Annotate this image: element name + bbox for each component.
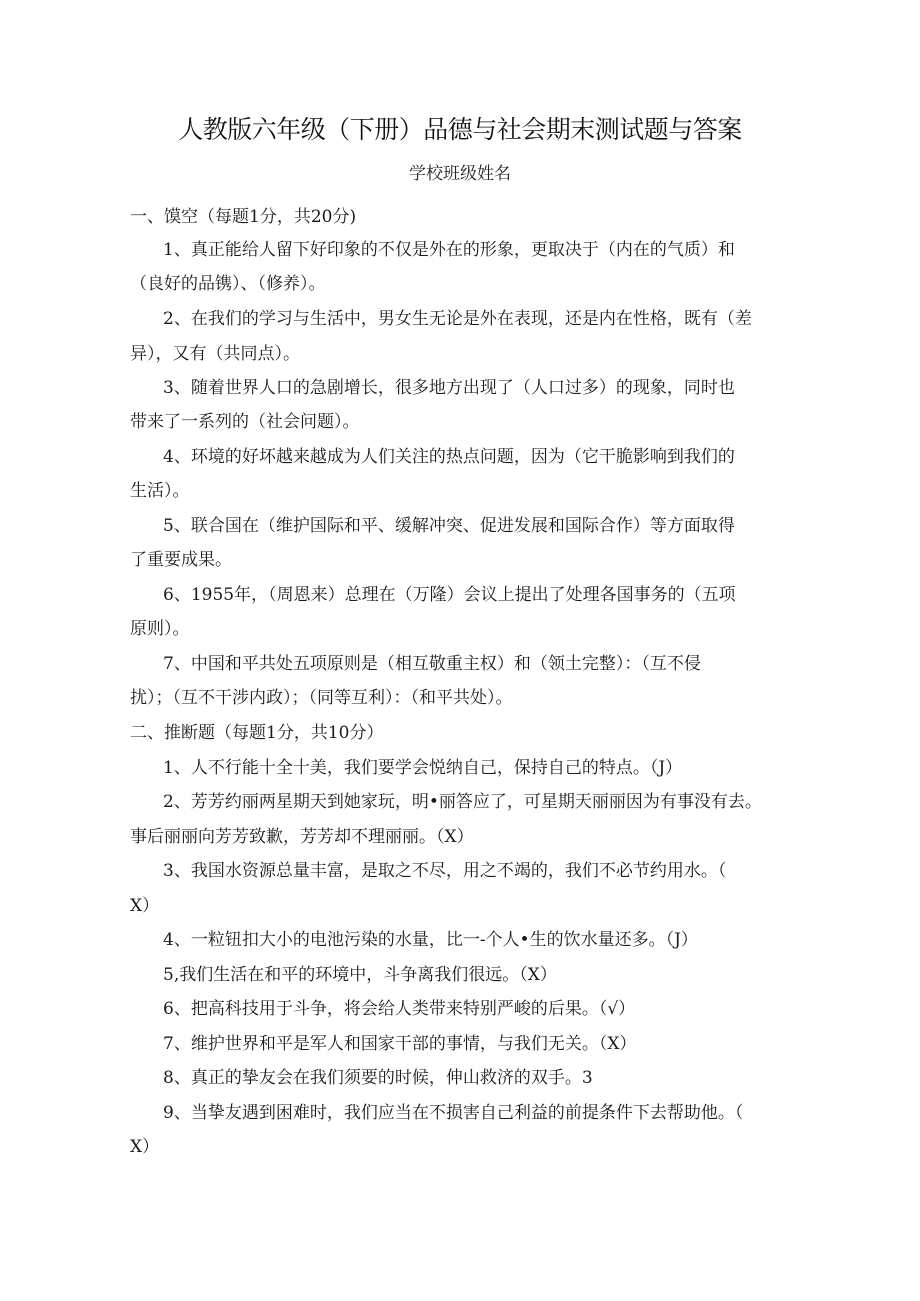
- question-line: 6、1955年，（周恩来）总理在（万隆）会议上提出了处理各国事务的（五项: [163, 585, 736, 605]
- question-line: 4、一粒钮扣大小的电池污染的水量，比一-个人•生的饮水量还多。（J）: [163, 930, 698, 950]
- question-line: 1、真正能给人留下好印象的不仅是外在的形象，更取决于（内在的气质）和: [163, 240, 735, 260]
- question-line: （良好的品镌）、（修养）。: [130, 274, 326, 294]
- question-line: 7、维护世界和平是军人和国家干部的事情，与我们无关。（X）: [163, 1034, 637, 1054]
- document-title: 人教版六年级（下册）品德与社会期末测试题与答案: [178, 115, 742, 144]
- question-line: 原则）。: [130, 619, 190, 639]
- question-line: X）: [130, 896, 160, 916]
- question-line: 2、芳芳约丽两星期天到她家玩，明•丽答应了，可星期天丽丽因为有事没有去。: [163, 792, 762, 812]
- question-line: 异），又有（共同点）。: [130, 344, 300, 364]
- question-line: 5,我们生活在和平的环境中，斗争离我们很远。（X）: [163, 965, 557, 985]
- question-line: 扰）；（互不干涉内政）；（同等互利）：（和平共处）。: [130, 688, 513, 708]
- question-line: 带来了一系列的（社会问题）。: [130, 412, 360, 432]
- section-heading-fill-blank: 一、馍空（每题1分，共20分): [130, 207, 357, 227]
- question-line: 1、人不行能十全十美，我们要学会悦纳自己，保持自己的特点。（J）: [163, 758, 683, 778]
- question-line: 9、当挚友遇到困难时，我们应当在不损害自己利益的前提条件下去帮助他。（: [163, 1103, 744, 1123]
- question-line: 3、随着世界人口的急剧增长，很多地方出现了（人口过多）的现象，同时也: [163, 378, 735, 398]
- question-line: 8、真正的挚友会在我们须要的时候，伸山救济的双手。3: [163, 1068, 593, 1088]
- question-line: 7、中国和平共处五项原则是（相互敬重主权）和（领土完整）：（互不侵: [163, 654, 701, 674]
- document-subtitle: 学校班级姓名: [409, 164, 511, 184]
- question-line: 4、环境的好坏越来越成为人们关注的热点问题，因为（它干脆影响到我们的: [163, 447, 735, 467]
- question-line: 事后丽丽向芳芳致歉，芳芳却不理丽丽。（X）: [130, 827, 474, 847]
- question-line: 6、把高科技用于斗争，将会给人类带来特别严峻的后果。（√）: [163, 999, 636, 1019]
- question-line: 2、在我们的学习与生活中，男女生无论是外在表现，还是内在性格，既有（差: [163, 309, 752, 329]
- section-heading-judgment: 二、推断题（每题1分，共10分）: [130, 723, 384, 743]
- question-line: 了重要成果。: [130, 550, 232, 570]
- question-line: X）: [130, 1137, 160, 1157]
- question-line: 3、我国水资源总量丰富，是取之不尽，用之不竭的，我们不必节约用水。（: [163, 861, 727, 881]
- question-line: 5、联合国在（维护国际和平、缓解冲突、促进发展和国际合作）等方面取得: [163, 516, 735, 536]
- question-line: 生活）。: [130, 481, 190, 501]
